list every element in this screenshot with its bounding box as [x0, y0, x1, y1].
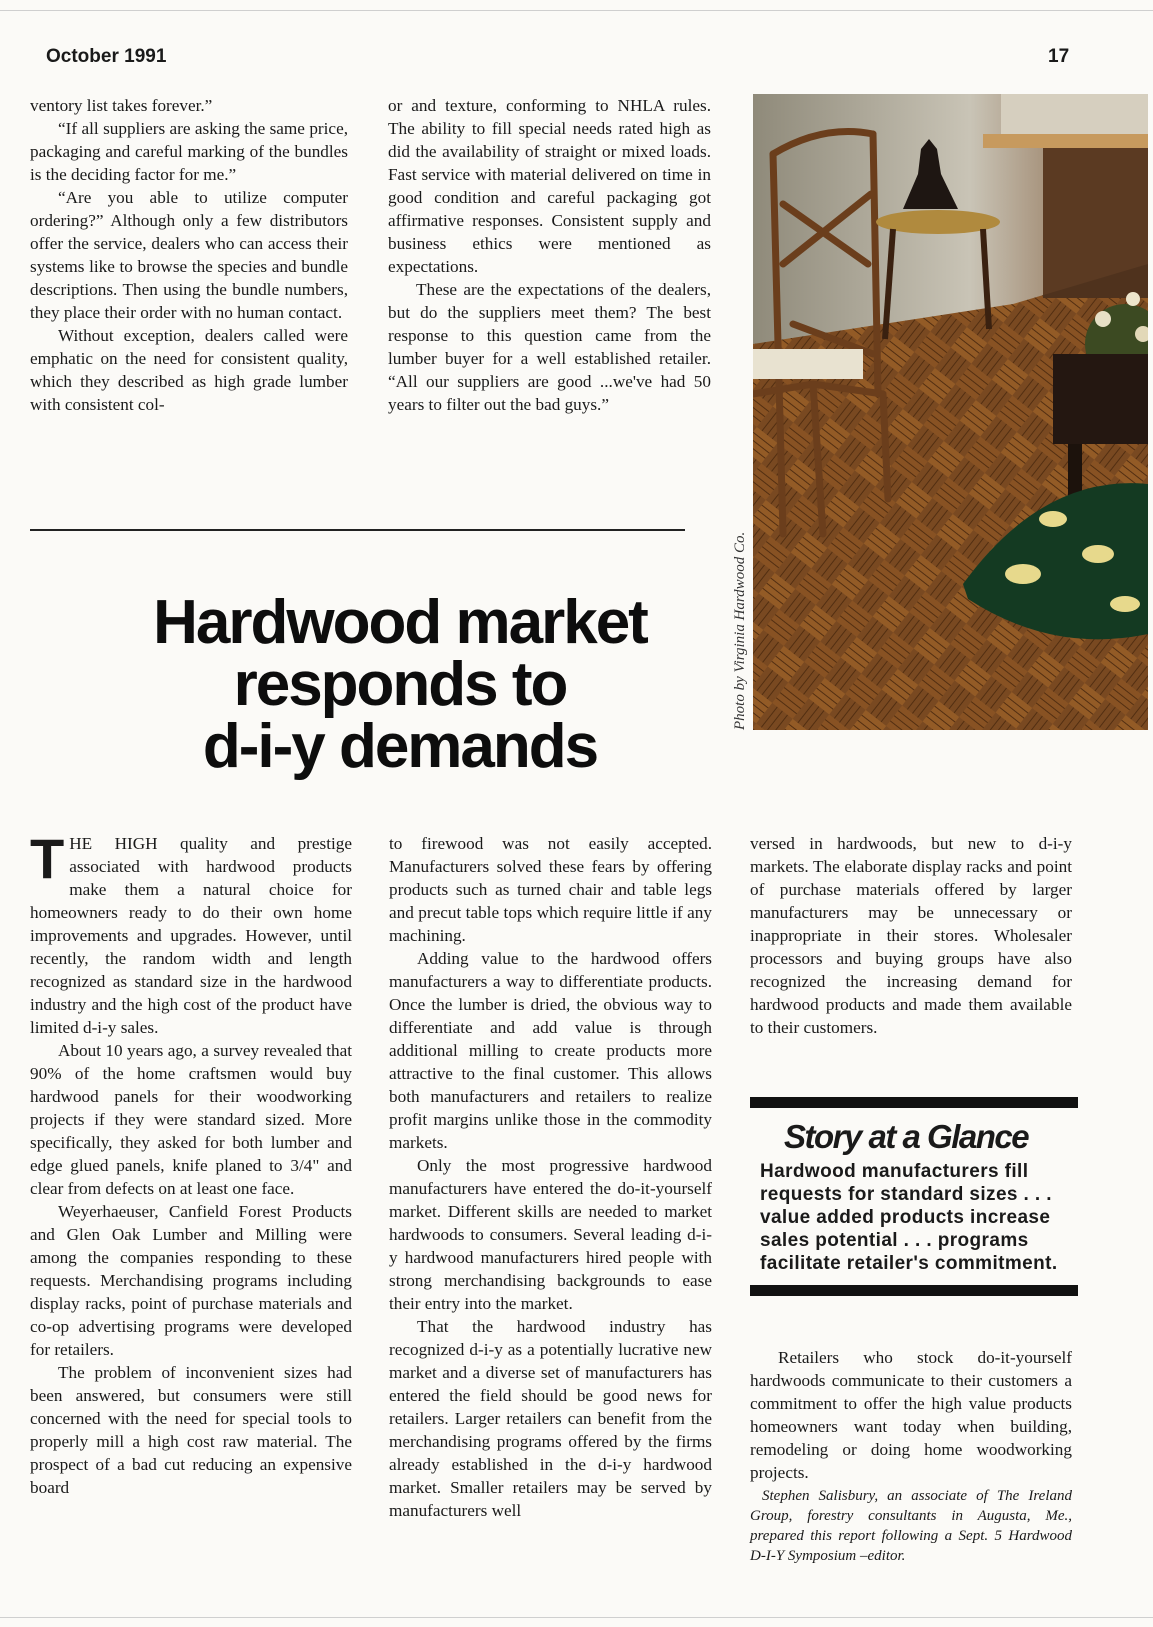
paragraph: to firewood was not easily accepted. Manufacturers solved these fears by offering products such as turned chair and table legs and precut table tops which require little if any machining.: [389, 834, 712, 945]
page-number: 17: [1048, 46, 1070, 67]
issue-date: October 1991: [46, 46, 167, 67]
box-bottom-bar: [750, 1285, 1078, 1296]
paragraph: Adding value to the hardwood offers manufacturers a way to differentiate products. Once the lumber is dried, the obvious way to differentiate and add value is through additional milling to create products more attractive to the final customer. This allows both manufacturers and retailers to realize profit margins unlike those in the commodity markets.: [389, 949, 712, 1152]
paragraph: Weyerhaeuser, Canfield Forest Products and Glen Oak Lumber and Milling were among the companies responding to these requests. Merchandising programs including display racks, point of purchase materials and co-op advertising programs were developed for retailers.: [30, 1202, 352, 1359]
lead-text: HE HIGH quality and prestige associated with hardwood products make them a natural choice for homeowners ready to do their own home improvements and upgrades. However, until recently, the random width and length recognized as standard size in the hardwood industry and the high cost of the product have limited d-i-y sales.: [30, 834, 352, 1037]
section-divider: [30, 529, 685, 531]
top-column-1: [30, 94, 348, 416]
paragraph: “If all suppliers are asking the same price, packaging and careful marking of the bundles is the deciding factor for me.”: [30, 119, 348, 184]
paragraph: versed in hardwoods, but new to d-i-y markets. The elaborate display racks and point of purchase materials offered by larger manufacturers may be unnecessary or inappropriate in their stores. Wholesaler processors and buying groups have also recognized the increasing demand for hardwood products and made them available to their customers.: [750, 834, 1072, 1037]
box-title: Story at a Glance: [784, 1118, 1029, 1155]
paragraph: These are the expectations of the dealers, but do the suppliers meet them? The best response to this question came from the lumber buyer for a well established retailer. “All our suppliers are good ...we've had 50 years to filter out the bad guys.”: [388, 280, 711, 414]
lead-paragraph: [30, 827, 352, 1039]
paragraph: ventory list takes forever.”: [30, 96, 213, 115]
box-top-bar: [750, 1097, 1078, 1108]
box-summary: Hardwood manufacturers fill requests for standard sizes . . . value added products increase sales potential . . . programs facilitate retailer's commitment.: [760, 1161, 1058, 1274]
article-column-2: [389, 832, 712, 1522]
hardwood-floor-photo: [753, 94, 1148, 730]
paragraph: About 10 years ago, a survey revealed that 90% of the home craftsmen would buy hardwood panels for their woodworking projects if they were standard sized. More specifically, they asked for both lumber and edge glued panels, knife planed to 3/4" and clear from defects on at least one face.: [30, 1041, 352, 1198]
page-top-rule: [0, 10, 1153, 11]
photo-credit: Photo by Virginia Hardwood Co.: [732, 531, 748, 730]
article-column-1: [30, 827, 352, 1499]
headline-line-2: responds to: [233, 650, 567, 719]
paragraph: That the hardwood industry has recognized d-i-y as a potentially lucrative new market and a diverse set of manufacturers has entered the field should be good news for retailers. Larger retailers can benefit from the merchandising programs offered by the firms already established in the d-i-y hardwood market. Smaller retailers may be served by manufacturers well: [389, 1317, 712, 1520]
article-column-3-continued: [750, 1346, 1072, 1566]
paragraph: Only the most progressive hardwood manufacturers have entered the do-it-yourself market. Different skills are needed to market hardwoods to consumers. Several leading d-i-y hardwood manufacturers hired people with strong merchandising backgrounds to ease their entry into the market.: [389, 1156, 712, 1313]
top-column-2: [388, 94, 711, 416]
parquet-room-illustration: [753, 94, 1148, 730]
drop-cap: T: [30, 827, 65, 890]
article-column-3: [750, 832, 1072, 1039]
headline-line-3: d-i-y demands: [202, 712, 598, 781]
paragraph: Without exception, dealers called were emphatic on the need for consistent quality, which they described as high grade lumber with consistent col-: [30, 326, 348, 414]
paragraph: The problem of inconvenient sizes had been answered, but consumers were still concerned with the need for special tools to properly mill a high cost raw material. The prospect of a bad cut reducing an expensive board: [30, 1363, 352, 1497]
editor-note-block: [750, 1486, 1072, 1566]
article-headline: [30, 588, 770, 781]
story-at-a-glance-box: [750, 1097, 1078, 1296]
page-bottom-rule: [0, 1617, 1153, 1618]
headline-line-1: Hardwood market: [153, 588, 647, 657]
paragraph: Retailers who stock do-it-yourself hardwoods communicate to their customers a commitment to offer the high value products homeowners want today when building, remodeling or doing home woodworking projects.: [750, 1348, 1072, 1482]
editor-note: Stephen Salisbury, an associate of The Ireland Group, forestry consultants in Augusta, Me., prepared this report following a Sept. 5 Hardwood D-I-Y Symposium –editor.: [750, 1488, 1072, 1564]
paragraph: “Are you able to utilize computer ordering?” Although only a few distributors offer the service, dealers who can access their systems like to browse the species and bundle descriptions. Then using the bundle numbers, they place their order with no human contact.: [30, 188, 348, 322]
paragraph: or and texture, conforming to NHLA rules. The ability to fill special needs rated high as did the availability of straight or mixed loads. Fast service with material delivered on time in good condition and careful packaging got affirmative responses. Consistent supply and business ethics were mentioned as expectations.: [388, 96, 711, 276]
